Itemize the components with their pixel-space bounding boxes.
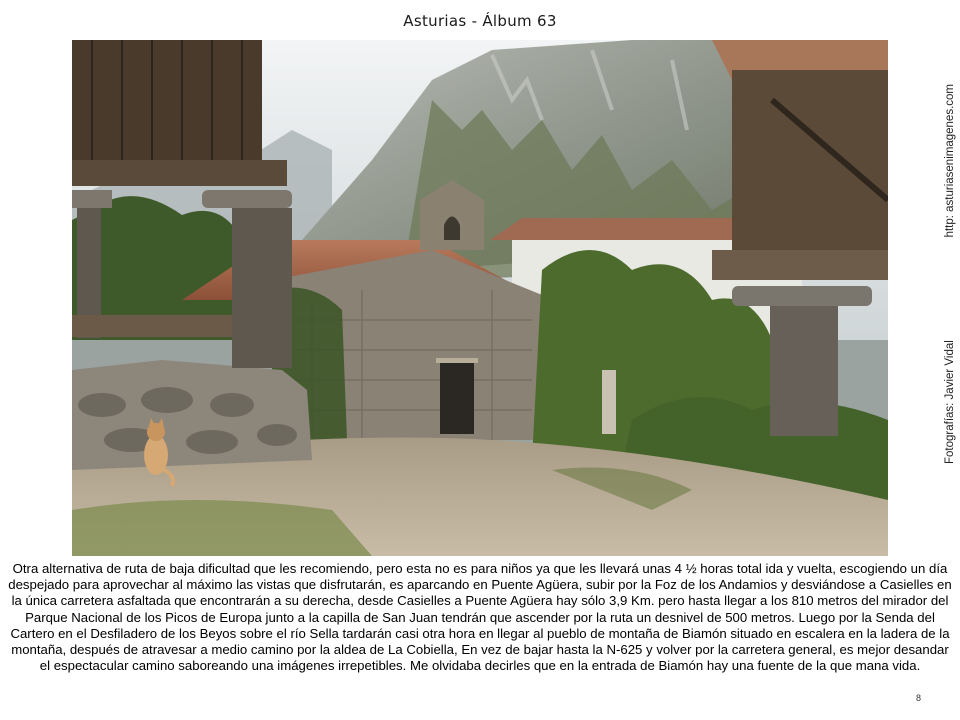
right-granary-pillar (770, 306, 838, 436)
website-credit: http: asturiasenimagenes.com (944, 84, 956, 238)
right-granary (732, 70, 888, 280)
granary-pillar (232, 208, 292, 368)
page-title: Asturias - Álbum 63 (403, 12, 557, 30)
caption-text: Otra alternativa de ruta de baja dificultad que les recomiendo, pero esta no es para niños ya que les llevará unas 4 ½ horas total ida y vuelta, escogiendo un día despejado para aprovechar al máximo las vistas que disfrutarán, es aparcando en Puente Agüera, subir por la Foz de los Andamios y desviándose a Casielles en la única carretera asfaltada que encontrarán a su derecha, desde Casielles a Puente Agüera hay sólo 3,9 Km. pero hasta llegar a los 810 metros del mirador del Parque Nacional de los Picos de Europa junto a la capilla de San Juan tendrán que ascender por la ruta un desnivel de 500 metros. Luego por la Senda del Cartero en el Desfiladero de los Beyos sobre el río Sella tardarán casi otra hora en llegar al pueblo de montaña de Biamón situado en escalera en la ladera de la montaña, después de atravesar a medio camino por la aldea de La Cobiella, En vez de bajar hasta la N-625 y volver por la carretera general, es mejor desandar el espectacular camino saboreando una imágenes irrepetibles. Me olvidaba decirles que en la entrada de Biamón hay una fuente de la que mana vida. (8, 561, 952, 674)
chapel-door (440, 362, 474, 434)
left-granary (72, 40, 262, 180)
chapel-photo (72, 40, 888, 556)
side-credits (942, 84, 958, 464)
page-number: 8 (916, 693, 922, 703)
photographer-credit: Fotografías: Javier Vidal (944, 340, 956, 464)
chapel-photo-illustration (72, 40, 888, 556)
